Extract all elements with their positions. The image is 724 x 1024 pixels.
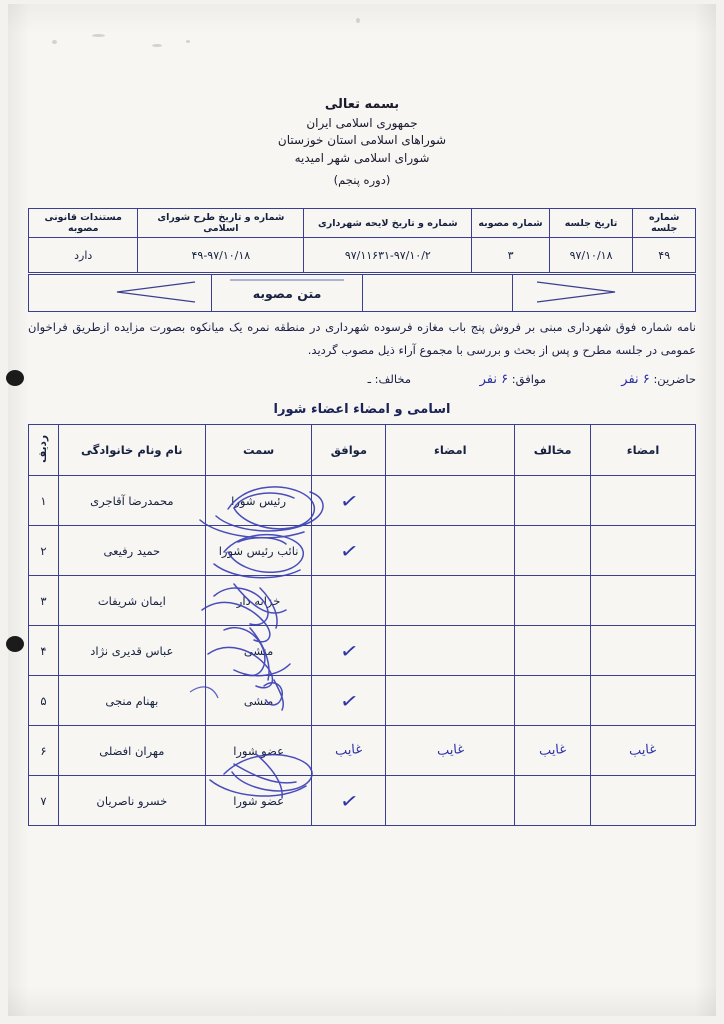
table-row [29, 776, 696, 826]
row5-agree [312, 676, 386, 726]
label-underline [230, 279, 344, 281]
row5-oppose [515, 676, 591, 726]
row6-oppose-text: غایب [538, 742, 567, 759]
row1-post: رئیس شورا [205, 476, 312, 526]
row6-fullname: مهران افضلی [58, 726, 205, 776]
meta-value-session-no: ۴۹ [633, 238, 696, 273]
attendance-present-value: ۶ نفر [621, 372, 650, 387]
resolution-text-banner [28, 274, 696, 312]
sig-header-oppose: مخالف [515, 425, 591, 476]
sig-header-row-no-text: ردیف [37, 434, 50, 463]
meta-value-bill-no-date: ۹۷/۱۱۶۳۱-۹۷/۱۰/۲ [304, 238, 472, 273]
row1-sign-agree [386, 476, 515, 526]
signatures-section-title: اسامی و امضاء اعضاء شورا [273, 402, 451, 417]
sig-header-sign-agree: امضاء [386, 425, 515, 476]
row4-fullname: عباس قدیری نژاد [58, 626, 205, 676]
row3-sign-oppose [591, 576, 696, 626]
row2-sign-oppose [591, 526, 696, 576]
row7-sign-agree [386, 776, 515, 826]
document-header [28, 96, 696, 189]
row6-post: عضو شورا [205, 726, 312, 776]
attendance-line [28, 372, 696, 396]
meta-value-plan-no-date: ۴۹-۹۷/۱۰/۱۸ [138, 238, 304, 273]
row1-row-no: ۱ [29, 476, 59, 526]
row7-row-no: ۷ [29, 776, 59, 826]
row1-agree-check: ✓ [338, 487, 360, 514]
header-line-country: جمهوری اسلامی ایران [306, 115, 418, 130]
signatures-header-row [29, 425, 696, 476]
sig-header-post: سمت [205, 425, 312, 476]
row7-sign-oppose [591, 776, 696, 826]
row4-post: منشی [205, 626, 312, 676]
table-row [29, 726, 696, 776]
attendance-oppose-label: مخالف: [374, 372, 411, 386]
row7-agree [312, 776, 386, 826]
table-row [29, 676, 696, 726]
row4-row-no: ۴ [29, 626, 59, 676]
meta-header-plan-no-date: شماره و تاریخ طرح شورای اسلامی [138, 209, 304, 238]
row6-sign-agree [386, 726, 515, 776]
ink-blot [6, 370, 24, 386]
banner-left-decoration [512, 275, 695, 312]
sig-header-row-no [29, 425, 59, 476]
sig-header-fullname: نام ونام خانوادگی [58, 425, 205, 476]
row4-agree-check: ✓ [338, 637, 360, 664]
row1-agree [312, 476, 386, 526]
row4-sign-agree [386, 626, 515, 676]
row2-oppose [515, 526, 591, 576]
attendance-present [621, 372, 696, 387]
meta-table-value-row [29, 238, 696, 273]
meta-table-header-row [29, 209, 696, 238]
attendance-oppose [368, 372, 411, 386]
attendance-present-label: حاضرین: [653, 372, 696, 386]
row1-fullname: محمدرضا آقاجری [58, 476, 205, 526]
meta-header-bill-no-date: شماره و تاریخ لایحه شهرداری [304, 209, 472, 238]
row6-oppose [515, 726, 591, 776]
meta-header-session-no: شماره جلسه [633, 209, 696, 238]
meta-table [28, 208, 696, 273]
row7-fullname: خسرو ناصریان [58, 776, 205, 826]
row6-sign-oppose-text: غایب [628, 742, 658, 759]
row2-agree-check: ✓ [338, 537, 360, 564]
row5-sign-agree [386, 676, 515, 726]
bismillah-line: بسمه تعالی [324, 97, 400, 112]
resolution-body-text: نامه شماره فوق شهرداری مبنی بر فروش پنج باب مغازه فرسوده شهرداری در منطقه نمره یک میانکوه بصورت مزایده ازطریق فراخوان عمومی در جلسه مطرح و پس از بحث و بررسی با مجموع آراء ذیل مصوب گردید. [28, 320, 696, 357]
row2-sign-agree [386, 526, 515, 576]
table-row [29, 476, 696, 526]
attendance-agree [480, 372, 546, 387]
row6-sign-oppose [591, 726, 696, 776]
row6-agree [312, 726, 386, 776]
row5-post: منشی [205, 676, 312, 726]
row7-post: عضو شورا [205, 776, 312, 826]
header-line-province: شوراهای اسلامی استان خوزستان [277, 133, 447, 148]
resolution-text-label [212, 275, 363, 312]
row3-agree [312, 576, 386, 626]
resolution-text-label-text: متن مصوبه [252, 285, 322, 301]
attendance-agree-value: ۶ نفر [479, 372, 509, 387]
row5-agree-check: ✓ [338, 687, 360, 714]
row3-row-no: ۳ [29, 576, 59, 626]
meta-header-legal-docs: مستندات قانونی مصوبه [29, 209, 138, 238]
banner-right-decoration [29, 275, 212, 312]
ink-blot [6, 636, 24, 652]
row3-sign-agree [386, 576, 515, 626]
meta-header-session-date: تاریخ جلسه [549, 209, 633, 238]
row6-agree-text: غایب [334, 742, 363, 759]
table-row [29, 576, 696, 626]
sig-header-agree: موافق [312, 425, 386, 476]
row3-oppose [515, 576, 591, 626]
row4-oppose [515, 626, 591, 676]
row2-row-no: ۲ [29, 526, 59, 576]
row7-agree-check: ✓ [338, 787, 360, 814]
row3-post: خزانه دار [205, 576, 312, 626]
row5-fullname: بهنام منجی [58, 676, 205, 726]
row6-row-no: ۶ [29, 726, 59, 776]
row3-fullname: ایمان شریفات [58, 576, 205, 626]
meta-header-resolution-no: شماره مصوبه [472, 209, 549, 238]
meta-value-resolution-no: ۳ [472, 238, 549, 273]
signatures-table [28, 424, 696, 826]
meta-value-session-date: ۹۷/۱۰/۱۸ [549, 238, 633, 273]
row1-sign-oppose [591, 476, 696, 526]
banner-blank-cell [362, 275, 512, 312]
attendance-oppose-value: ـ [367, 372, 371, 386]
attendance-agree-label: موافق: [511, 372, 546, 386]
sig-header-sign-oppose: امضاء [591, 425, 696, 476]
row5-row-no: ۵ [29, 676, 59, 726]
row7-oppose [515, 776, 591, 826]
row4-agree [312, 626, 386, 676]
row2-agree [312, 526, 386, 576]
row4-sign-oppose [591, 626, 696, 676]
row6-sign-agree-text: غایب [436, 742, 465, 759]
row2-post: نائب رئیس شورا [205, 526, 312, 576]
header-period: (دوره پنجم) [333, 173, 391, 188]
row1-oppose [515, 476, 591, 526]
row5-sign-oppose [591, 676, 696, 726]
table-row [29, 526, 696, 576]
row2-fullname: حمید رفیعی [58, 526, 205, 576]
header-line-city: شورای اسلامی شهر امیدیه [294, 150, 430, 165]
table-row [29, 626, 696, 676]
meta-value-legal-docs: دارد [29, 238, 138, 273]
